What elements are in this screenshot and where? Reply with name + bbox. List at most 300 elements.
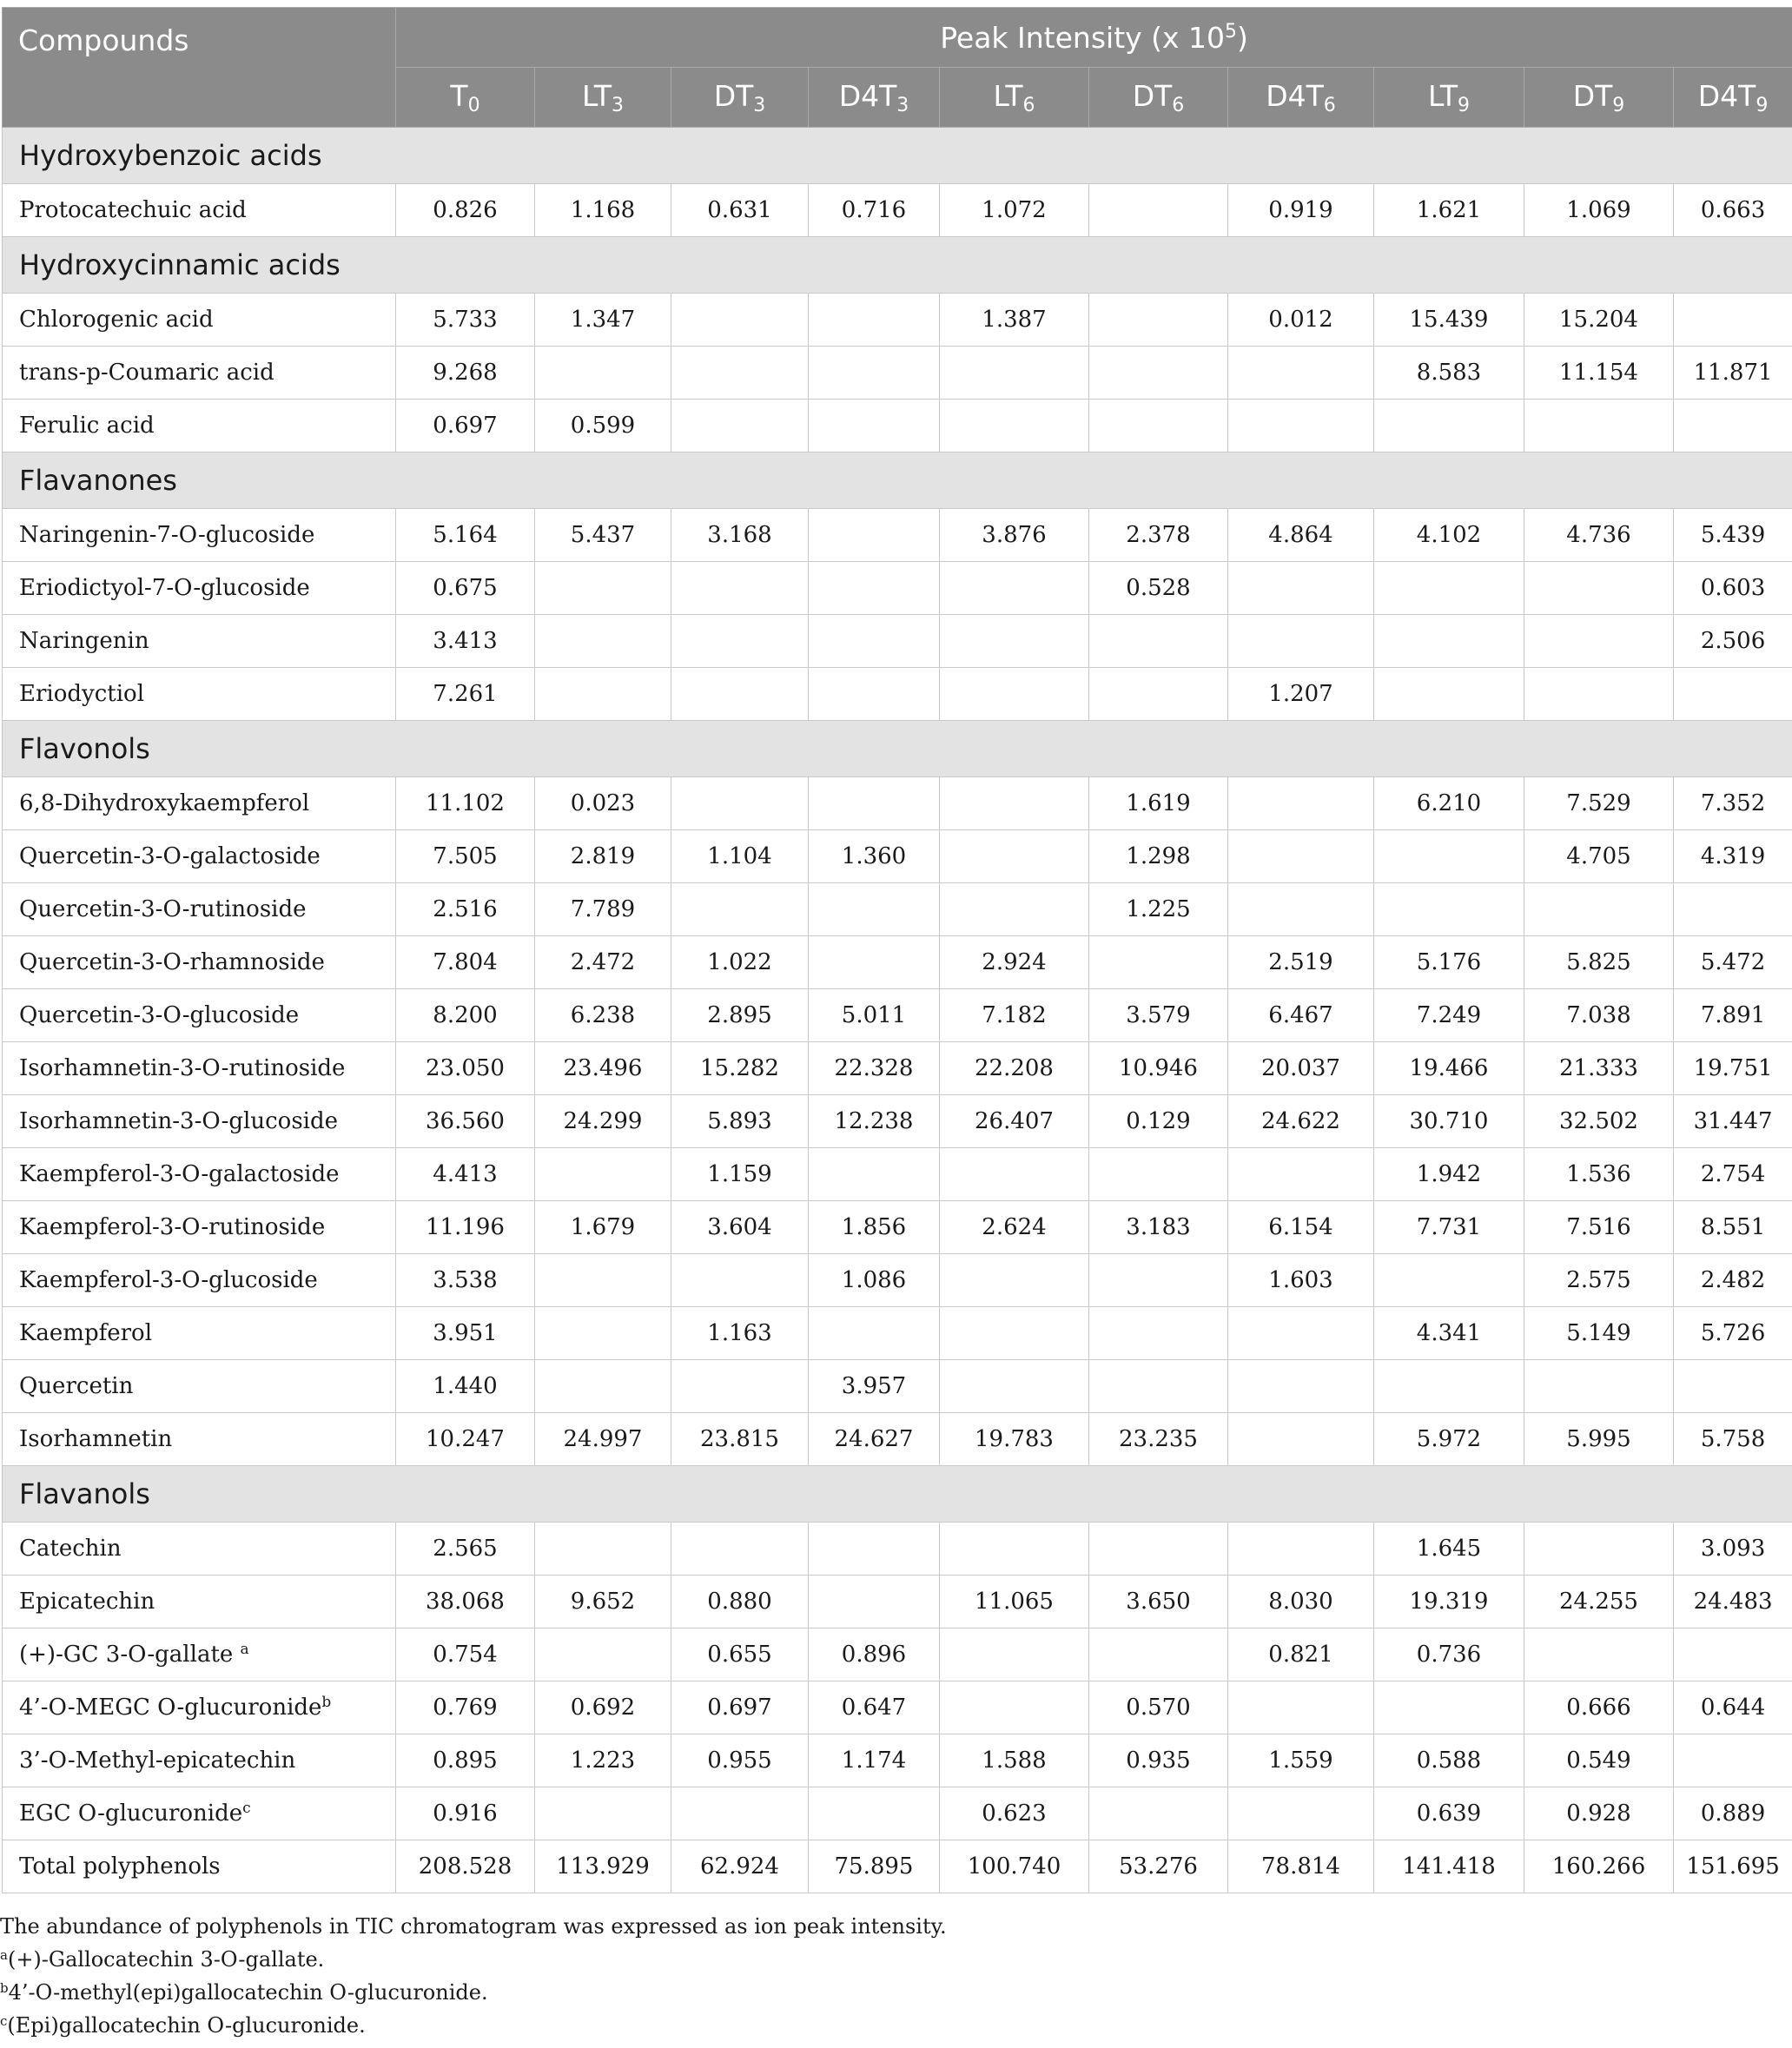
category-label: Hydroxybenzoic acids <box>3 128 1792 184</box>
value-cell: 5.758 <box>1674 1413 1792 1466</box>
table-row <box>3 184 1792 237</box>
value-cell: 23.050 <box>396 1042 535 1095</box>
peak-intensity-prefix: Peak Intensity (x 10 <box>940 20 1226 55</box>
value-cell: 1.603 <box>1228 1254 1374 1307</box>
footnote-marker: c <box>0 2013 8 2029</box>
value-cell: 3.413 <box>396 615 535 668</box>
value-cell: 0.697 <box>671 1681 809 1734</box>
table-row <box>3 668 1792 721</box>
value-cell: 0.736 <box>1374 1628 1524 1681</box>
value-cell: 1.347 <box>535 294 671 347</box>
value-cell <box>940 1628 1089 1681</box>
value-cell <box>1374 615 1524 668</box>
value-cell: 6.467 <box>1228 989 1374 1042</box>
value-cell <box>1228 615 1374 668</box>
table-row <box>3 509 1792 562</box>
value-cell: 0.675 <box>396 562 535 615</box>
table-row <box>3 615 1792 668</box>
compound-name: Total polyphenols <box>19 1853 221 1880</box>
value-cell: 24.997 <box>535 1413 671 1466</box>
value-cell: 0.655 <box>671 1628 809 1681</box>
footnote-text: (+)-Gallocatechin 3-O-gallate. <box>7 1947 325 1972</box>
value-cell: 0.697 <box>396 400 535 453</box>
value-cell <box>1524 400 1674 453</box>
value-cell: 0.663 <box>1674 184 1792 237</box>
table-row <box>3 1360 1792 1413</box>
category-row <box>3 453 1792 509</box>
compound-name-cell <box>3 1042 396 1095</box>
value-cell <box>1524 1360 1674 1413</box>
table-header <box>3 8 1792 128</box>
value-cell: 2.378 <box>1089 509 1228 562</box>
value-cell <box>671 400 809 453</box>
table-row <box>3 936 1792 989</box>
column-header-subscript: 0 <box>467 94 480 116</box>
table-row <box>3 1734 1792 1787</box>
value-cell: 11.065 <box>940 1576 1089 1628</box>
column-header <box>671 68 809 128</box>
column-header <box>809 68 940 128</box>
value-cell: 2.506 <box>1674 615 1792 668</box>
table-body <box>3 128 1792 1893</box>
value-cell: 1.536 <box>1524 1148 1674 1201</box>
value-cell: 9.268 <box>396 347 535 400</box>
table-row <box>3 1628 1792 1681</box>
compound-name-cell <box>3 1523 396 1576</box>
value-cell <box>1089 668 1228 721</box>
value-cell <box>671 562 809 615</box>
value-cell: 1.072 <box>940 184 1089 237</box>
value-cell <box>671 777 809 830</box>
value-cell: 23.235 <box>1089 1413 1228 1466</box>
footnote-marker: a <box>240 1641 249 1658</box>
compounds-header: Compounds <box>3 8 396 128</box>
category-row <box>3 237 1792 294</box>
value-cell: 2.624 <box>940 1201 1089 1254</box>
polyphenol-table <box>2 7 1792 1893</box>
value-cell: 0.631 <box>671 184 809 237</box>
compound-name-cell <box>3 936 396 989</box>
value-cell <box>1089 347 1228 400</box>
value-cell <box>1228 1787 1374 1840</box>
compound-name: Kaempferol-3-O-galactoside <box>19 1161 340 1187</box>
value-cell <box>940 883 1089 936</box>
peak-intensity-header <box>396 8 1792 68</box>
value-cell: 23.815 <box>671 1413 809 1466</box>
value-cell <box>535 1148 671 1201</box>
column-header-base: DT <box>1572 78 1613 113</box>
value-cell: 0.889 <box>1674 1787 1792 1840</box>
value-cell: 7.249 <box>1374 989 1524 1042</box>
category-label: Flavonols <box>3 721 1792 777</box>
compound-name: 6,8-Dihydroxykaempferol <box>19 790 310 816</box>
value-cell <box>809 1148 940 1201</box>
value-cell <box>1524 883 1674 936</box>
value-cell <box>671 294 809 347</box>
value-cell <box>1674 294 1792 347</box>
value-cell: 4.736 <box>1524 509 1674 562</box>
table-row <box>3 400 1792 453</box>
value-cell: 11.196 <box>396 1201 535 1254</box>
compound-name: 4’-O-MEGC O-glucuronide <box>19 1695 322 1721</box>
value-cell <box>1674 883 1792 936</box>
value-cell <box>1089 184 1228 237</box>
value-cell <box>1089 1254 1228 1307</box>
value-cell: 0.129 <box>1089 1095 1228 1148</box>
value-cell: 160.266 <box>1524 1840 1674 1893</box>
value-cell: 1.207 <box>1228 668 1374 721</box>
value-cell <box>1524 562 1674 615</box>
column-header <box>535 68 671 128</box>
column-header-subscript: 6 <box>1022 94 1035 116</box>
category-label: Flavanols <box>3 1466 1792 1523</box>
value-cell: 24.299 <box>535 1095 671 1148</box>
table-row <box>3 1042 1792 1095</box>
value-cell: 1.168 <box>535 184 671 237</box>
value-cell: 4.341 <box>1374 1307 1524 1360</box>
value-cell: 5.149 <box>1524 1307 1674 1360</box>
value-cell <box>1228 562 1374 615</box>
value-cell: 75.895 <box>809 1840 940 1893</box>
compound-name: Quercetin-3-O-rhamnoside <box>19 949 325 975</box>
value-cell: 11.154 <box>1524 347 1674 400</box>
value-cell: 100.740 <box>940 1840 1089 1893</box>
table-row <box>3 883 1792 936</box>
compound-name: Kaempferol <box>19 1320 153 1346</box>
compound-name: Quercetin <box>19 1373 134 1399</box>
value-cell <box>809 615 940 668</box>
value-cell <box>1228 883 1374 936</box>
value-cell: 1.360 <box>809 830 940 883</box>
value-cell: 36.560 <box>396 1095 535 1148</box>
value-cell: 7.505 <box>396 830 535 883</box>
footnote <box>0 1943 1789 1976</box>
value-cell <box>535 562 671 615</box>
value-cell: 141.418 <box>1374 1840 1524 1893</box>
value-cell: 7.804 <box>396 936 535 989</box>
compound-name: Quercetin-3-O-glucoside <box>19 1002 300 1028</box>
column-header-base: DT <box>713 78 754 113</box>
value-cell: 0.570 <box>1089 1681 1228 1734</box>
value-cell <box>1524 1628 1674 1681</box>
compound-name: Eriodictyol-7-O-glucoside <box>19 575 310 601</box>
value-cell: 5.733 <box>396 294 535 347</box>
value-cell: 0.023 <box>535 777 671 830</box>
column-header-base: T <box>450 78 468 113</box>
table-row <box>3 347 1792 400</box>
compound-name: 3’-O-Methyl-epicatechin <box>19 1747 296 1774</box>
value-cell <box>1089 1148 1228 1201</box>
column-header-subscript: 3 <box>753 94 766 116</box>
value-cell: 24.255 <box>1524 1576 1674 1628</box>
footnote <box>0 1910 1789 1943</box>
value-cell <box>809 883 940 936</box>
value-cell: 24.627 <box>809 1413 940 1466</box>
compound-name: Kaempferol-3-O-rutinoside <box>19 1214 326 1240</box>
value-cell: 5.972 <box>1374 1413 1524 1466</box>
compound-name: Quercetin-3-O-rutinoside <box>19 896 307 922</box>
value-cell <box>809 777 940 830</box>
value-cell <box>1089 936 1228 989</box>
compound-name: EGC O-glucuronide <box>19 1800 243 1827</box>
value-cell <box>1374 400 1524 453</box>
value-cell <box>809 509 940 562</box>
value-cell <box>535 347 671 400</box>
value-cell <box>671 615 809 668</box>
value-cell: 2.924 <box>940 936 1089 989</box>
value-cell: 151.695 <box>1674 1840 1792 1893</box>
table-row <box>3 1681 1792 1734</box>
value-cell <box>1374 1360 1524 1413</box>
value-cell: 1.022 <box>671 936 809 989</box>
value-cell: 5.825 <box>1524 936 1674 989</box>
compound-name: Isorhamnetin-3-O-rutinoside <box>19 1055 346 1081</box>
value-cell <box>940 1307 1089 1360</box>
value-cell: 0.623 <box>940 1787 1089 1840</box>
value-cell: 9.652 <box>535 1576 671 1628</box>
value-cell: 3.538 <box>396 1254 535 1307</box>
value-cell: 38.068 <box>396 1576 535 1628</box>
value-cell: 2.754 <box>1674 1148 1792 1201</box>
value-cell <box>940 615 1089 668</box>
footnote <box>0 2009 1789 2042</box>
value-cell <box>1228 1360 1374 1413</box>
value-cell: 7.789 <box>535 883 671 936</box>
value-cell: 5.995 <box>1524 1413 1674 1466</box>
footnote-text: (Epi)gallocatechin O-glucuronide. <box>7 2013 366 2038</box>
value-cell: 11.871 <box>1674 347 1792 400</box>
compound-name-cell <box>3 1787 396 1840</box>
compound-name-cell <box>3 1628 396 1681</box>
value-cell: 2.819 <box>535 830 671 883</box>
column-header-subscript: 6 <box>1323 94 1336 116</box>
value-cell: 1.559 <box>1228 1734 1374 1787</box>
compound-name-cell <box>3 668 396 721</box>
value-cell <box>535 615 671 668</box>
value-cell <box>1374 883 1524 936</box>
value-cell: 23.496 <box>535 1042 671 1095</box>
value-cell <box>940 777 1089 830</box>
value-cell <box>940 1254 1089 1307</box>
value-cell <box>671 668 809 721</box>
value-cell: 0.935 <box>1089 1734 1228 1787</box>
footnote <box>0 1976 1789 2009</box>
footnote-text: The abundance of polyphenols in TIC chromatogram was expressed as ion peak intensity. <box>0 1914 947 1939</box>
value-cell <box>535 1628 671 1681</box>
value-cell: 5.893 <box>671 1095 809 1148</box>
compound-name-cell <box>3 1681 396 1734</box>
value-cell: 8.030 <box>1228 1576 1374 1628</box>
value-cell: 6.210 <box>1374 777 1524 830</box>
value-cell: 53.276 <box>1089 1840 1228 1893</box>
column-header-base: D4T <box>1266 78 1324 113</box>
value-cell: 5.437 <box>535 509 671 562</box>
value-cell <box>535 1523 671 1576</box>
value-cell <box>671 1787 809 1840</box>
category-row <box>3 1466 1792 1523</box>
compound-name-cell <box>3 1307 396 1360</box>
column-header-base: D4T <box>838 78 897 113</box>
value-cell: 7.352 <box>1674 777 1792 830</box>
value-cell <box>809 1307 940 1360</box>
footnote-text: 4’-O-methyl(epi)gallocatechin O-glucuronide. <box>8 1980 488 2005</box>
column-header-subscript: 9 <box>1612 94 1625 116</box>
value-cell: 8.551 <box>1674 1201 1792 1254</box>
value-cell: 113.929 <box>535 1840 671 1893</box>
value-cell: 4.705 <box>1524 830 1674 883</box>
value-cell: 0.012 <box>1228 294 1374 347</box>
table-row <box>3 1840 1792 1893</box>
value-cell: 6.238 <box>535 989 671 1042</box>
value-cell: 0.895 <box>396 1734 535 1787</box>
compound-name-cell <box>3 989 396 1042</box>
value-cell <box>940 1360 1089 1413</box>
value-cell: 1.159 <box>671 1148 809 1201</box>
column-header <box>940 68 1089 128</box>
value-cell: 26.407 <box>940 1095 1089 1148</box>
compound-name-cell <box>3 883 396 936</box>
value-cell: 0.896 <box>809 1628 940 1681</box>
compound-name-cell <box>3 1148 396 1201</box>
value-cell: 3.579 <box>1089 989 1228 1042</box>
value-cell: 15.204 <box>1524 294 1674 347</box>
compound-name: trans-p-Coumaric acid <box>19 360 274 386</box>
value-cell <box>1674 1734 1792 1787</box>
column-header <box>1524 68 1674 128</box>
column-header <box>1674 68 1792 128</box>
value-cell: 0.928 <box>1524 1787 1674 1840</box>
value-cell: 2.482 <box>1674 1254 1792 1307</box>
value-cell: 0.826 <box>396 184 535 237</box>
value-cell <box>1674 1628 1792 1681</box>
table-footnotes <box>0 1910 1789 2042</box>
value-cell: 0.603 <box>1674 562 1792 615</box>
compound-name-cell <box>3 400 396 453</box>
compound-name: Isorhamnetin-3-O-glucoside <box>19 1108 339 1134</box>
compound-name-cell <box>3 347 396 400</box>
compound-name: Ferulic acid <box>19 413 155 439</box>
value-cell <box>809 668 940 721</box>
value-cell <box>1524 615 1674 668</box>
value-cell: 0.528 <box>1089 562 1228 615</box>
value-cell <box>809 936 940 989</box>
value-cell: 19.783 <box>940 1413 1089 1466</box>
value-cell: 2.895 <box>671 989 809 1042</box>
value-cell: 1.645 <box>1374 1523 1524 1576</box>
compound-name-cell <box>3 562 396 615</box>
table-row <box>3 1787 1792 1840</box>
compound-name-cell <box>3 1095 396 1148</box>
value-cell: 19.751 <box>1674 1042 1792 1095</box>
table-row <box>3 1254 1792 1307</box>
value-cell: 22.328 <box>809 1042 940 1095</box>
value-cell <box>535 668 671 721</box>
value-cell: 0.666 <box>1524 1681 1674 1734</box>
value-cell: 0.647 <box>809 1681 940 1734</box>
value-cell <box>1089 1628 1228 1681</box>
footnote-marker: a <box>0 1947 8 1963</box>
footnote-marker: b <box>0 1980 9 1996</box>
value-cell: 7.731 <box>1374 1201 1524 1254</box>
value-cell <box>535 1360 671 1413</box>
value-cell: 21.333 <box>1524 1042 1674 1095</box>
table-row <box>3 1307 1792 1360</box>
compound-name: Chlorogenic acid <box>19 307 214 333</box>
value-cell: 8.200 <box>396 989 535 1042</box>
value-cell <box>535 1787 671 1840</box>
compound-name-cell <box>3 777 396 830</box>
value-cell <box>1374 830 1524 883</box>
value-cell: 4.864 <box>1228 509 1374 562</box>
value-cell <box>535 1307 671 1360</box>
value-cell <box>1228 830 1374 883</box>
value-cell: 3.876 <box>940 509 1089 562</box>
value-cell: 32.502 <box>1524 1095 1674 1148</box>
value-cell: 1.069 <box>1524 184 1674 237</box>
value-cell <box>1524 1523 1674 1576</box>
compound-name: Naringenin <box>19 628 149 654</box>
value-cell <box>809 347 940 400</box>
value-cell <box>809 400 940 453</box>
value-cell: 0.588 <box>1374 1734 1524 1787</box>
compound-name: (+)-GC 3-O-gallate <box>19 1642 241 1668</box>
value-cell <box>809 1787 940 1840</box>
column-header-base: LT <box>582 78 612 113</box>
value-cell: 1.619 <box>1089 777 1228 830</box>
table-row <box>3 1576 1792 1628</box>
value-cell: 1.298 <box>1089 830 1228 883</box>
value-cell: 0.955 <box>671 1734 809 1787</box>
value-cell <box>809 1523 940 1576</box>
value-cell: 11.102 <box>396 777 535 830</box>
value-cell: 0.821 <box>1228 1628 1374 1681</box>
value-cell: 0.716 <box>809 184 940 237</box>
value-cell: 24.622 <box>1228 1095 1374 1148</box>
value-cell: 10.247 <box>396 1413 535 1466</box>
value-cell: 5.472 <box>1674 936 1792 989</box>
value-cell <box>671 1360 809 1413</box>
value-cell: 0.639 <box>1374 1787 1524 1840</box>
value-cell: 3.168 <box>671 509 809 562</box>
compound-name-cell <box>3 1576 396 1628</box>
value-cell <box>671 883 809 936</box>
column-header-base: D4T <box>1697 78 1756 113</box>
value-cell: 0.644 <box>1674 1681 1792 1734</box>
value-cell <box>1228 1681 1374 1734</box>
compound-name-cell <box>3 184 396 237</box>
category-row <box>3 721 1792 777</box>
value-cell: 1.104 <box>671 830 809 883</box>
table-row <box>3 1201 1792 1254</box>
value-cell: 208.528 <box>396 1840 535 1893</box>
value-cell <box>1374 562 1524 615</box>
compound-name-cell <box>3 509 396 562</box>
peak-intensity-suffix: ) <box>1237 20 1248 55</box>
value-cell: 1.856 <box>809 1201 940 1254</box>
value-cell: 1.163 <box>671 1307 809 1360</box>
column-header <box>396 68 535 128</box>
value-cell <box>1089 400 1228 453</box>
value-cell: 2.519 <box>1228 936 1374 989</box>
value-cell: 7.038 <box>1524 989 1674 1042</box>
value-cell <box>1228 400 1374 453</box>
value-cell <box>1089 1787 1228 1840</box>
value-cell: 0.599 <box>535 400 671 453</box>
table-row <box>3 1148 1792 1201</box>
value-cell <box>1674 1360 1792 1413</box>
value-cell: 5.176 <box>1374 936 1524 989</box>
value-cell: 0.754 <box>396 1628 535 1681</box>
